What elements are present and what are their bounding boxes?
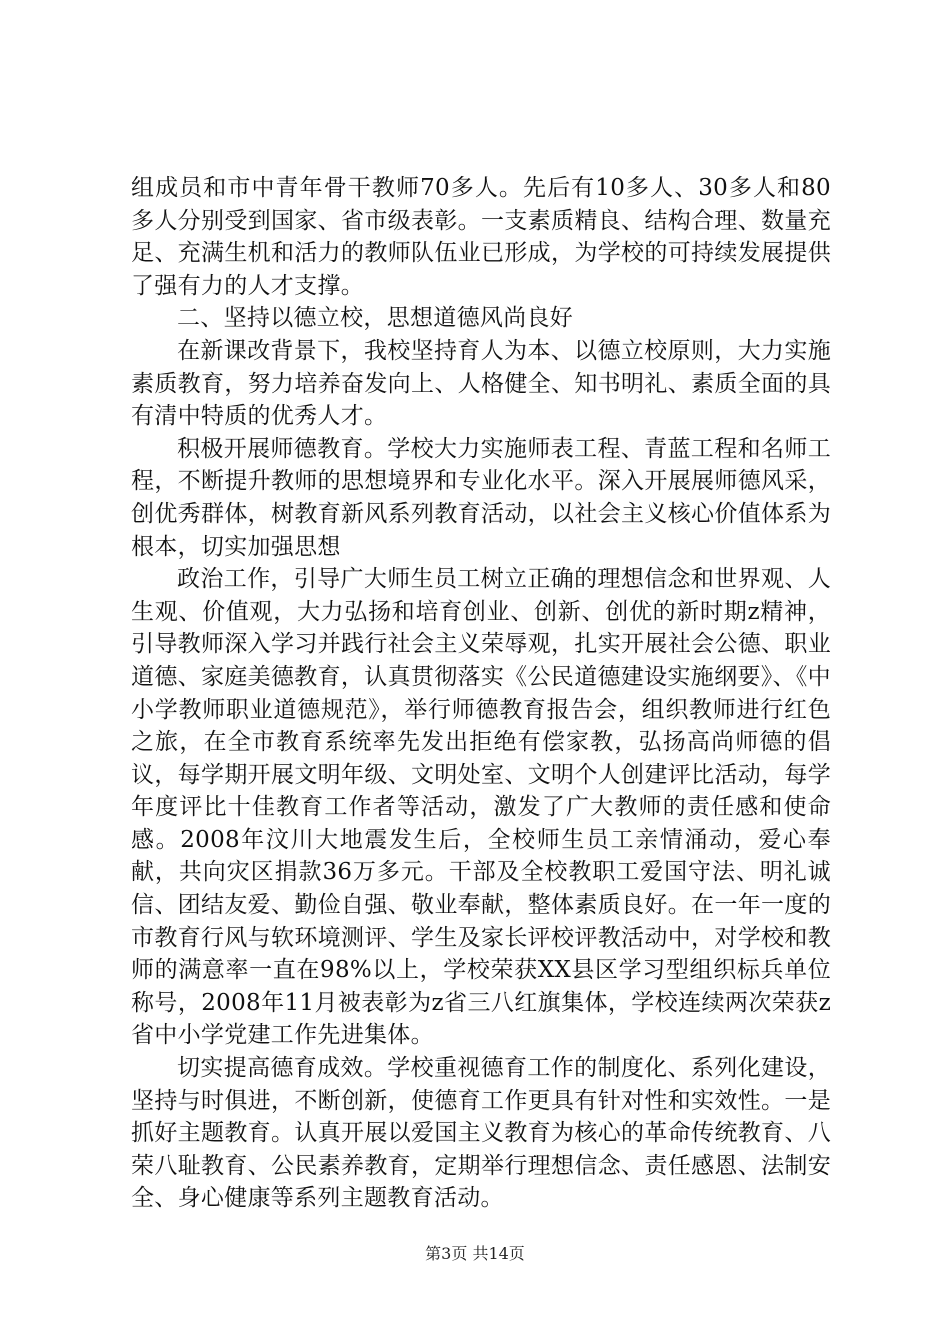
document-body (131, 172, 831, 1215)
paragraph-2: 在新课改背景下，我校坚持育人为本、以德立校原则，大力实施素质教育，努力培养奋发向上、人格健全、知书明礼、素质全面的具有清中特质的优秀人才。 (131, 337, 831, 430)
paragraph-4: 政治工作，引导广大师生员工树立正确的理想信念和世界观、人生观、价值观，大力弘扬和培育创业、创新、创优的新时期z精神，引导教师深入学习并践行社会主义荣辱观，扎实开展社会公德、职业道德、家庭美德教育，认真贯彻落实《公民道德建设实施纲要》、《中小学教师职业道德规范》，举行师德教育报告会，组织教师进行红色之旅，在全市教育系统率先发出拒绝有偿家教，弘扬高尚师德的倡议，每学期开展文明年级、文明处室、文明个人创建评比活动，每学年度评比十佳教育工作者等活动，激发了广大教师的责任感和使命感。2008年汶川大地震发生后，全校师生员工亲情涌动，爱心奉献，共向灾区捐款36万多元。干部及全校教职工爱国守法、明礼诚信、团结友爱、勤俭自强、敬业奉献，整体素质良好。在一年一度的市教育行风与软环境测评、学生及家长评校评教活动中，对学校和教师的满意率一直在98%以上，学校荣获XX县区学习型组织标兵单位称号，2008年11月被表彰为z省三八红旗集体，学校连续两次荣获z省中小学党建工作先进集体。 (131, 566, 831, 1049)
page-number-footer: 第3页 共14页 (425, 1244, 525, 1263)
paragraph-1: 组成员和市中青年骨干教师70多人。先后有10多人、30多人和80多人分别受到国家、省市级表彰。一支素质精良、结构合理、数量充足、充满生机和活力的教师队伍业已形成，为学校的可持续发展提供了强有力的人才支撑。 (131, 175, 831, 299)
paragraph-5: 切实提高德育成效。学校重视德育工作的制度化、系列化建设，坚持与时俱进，不断创新，使德育工作更具有针对性和实效性。一是抓好主题教育。认真开展以爱国主义教育为核心的革命传统教育、八荣八耻教育、公民素养教育，定期举行理想信念、责任感恩、法制安全、身心健康等系列主题教育活动。 (131, 1055, 831, 1212)
section-heading: 二、坚持以德立校，思想道德风尚良好 (177, 305, 574, 332)
paragraph-3: 积极开展师德教育。学校大力实施师表工程、青蓝工程和名师工程，不断提升教师的思想境界和专业化水平。深入开展展师德风采，创优秀群体，树教育新风系列教育活动，以社会主义核心价值体系为根本，切实加强思想 (131, 435, 831, 560)
